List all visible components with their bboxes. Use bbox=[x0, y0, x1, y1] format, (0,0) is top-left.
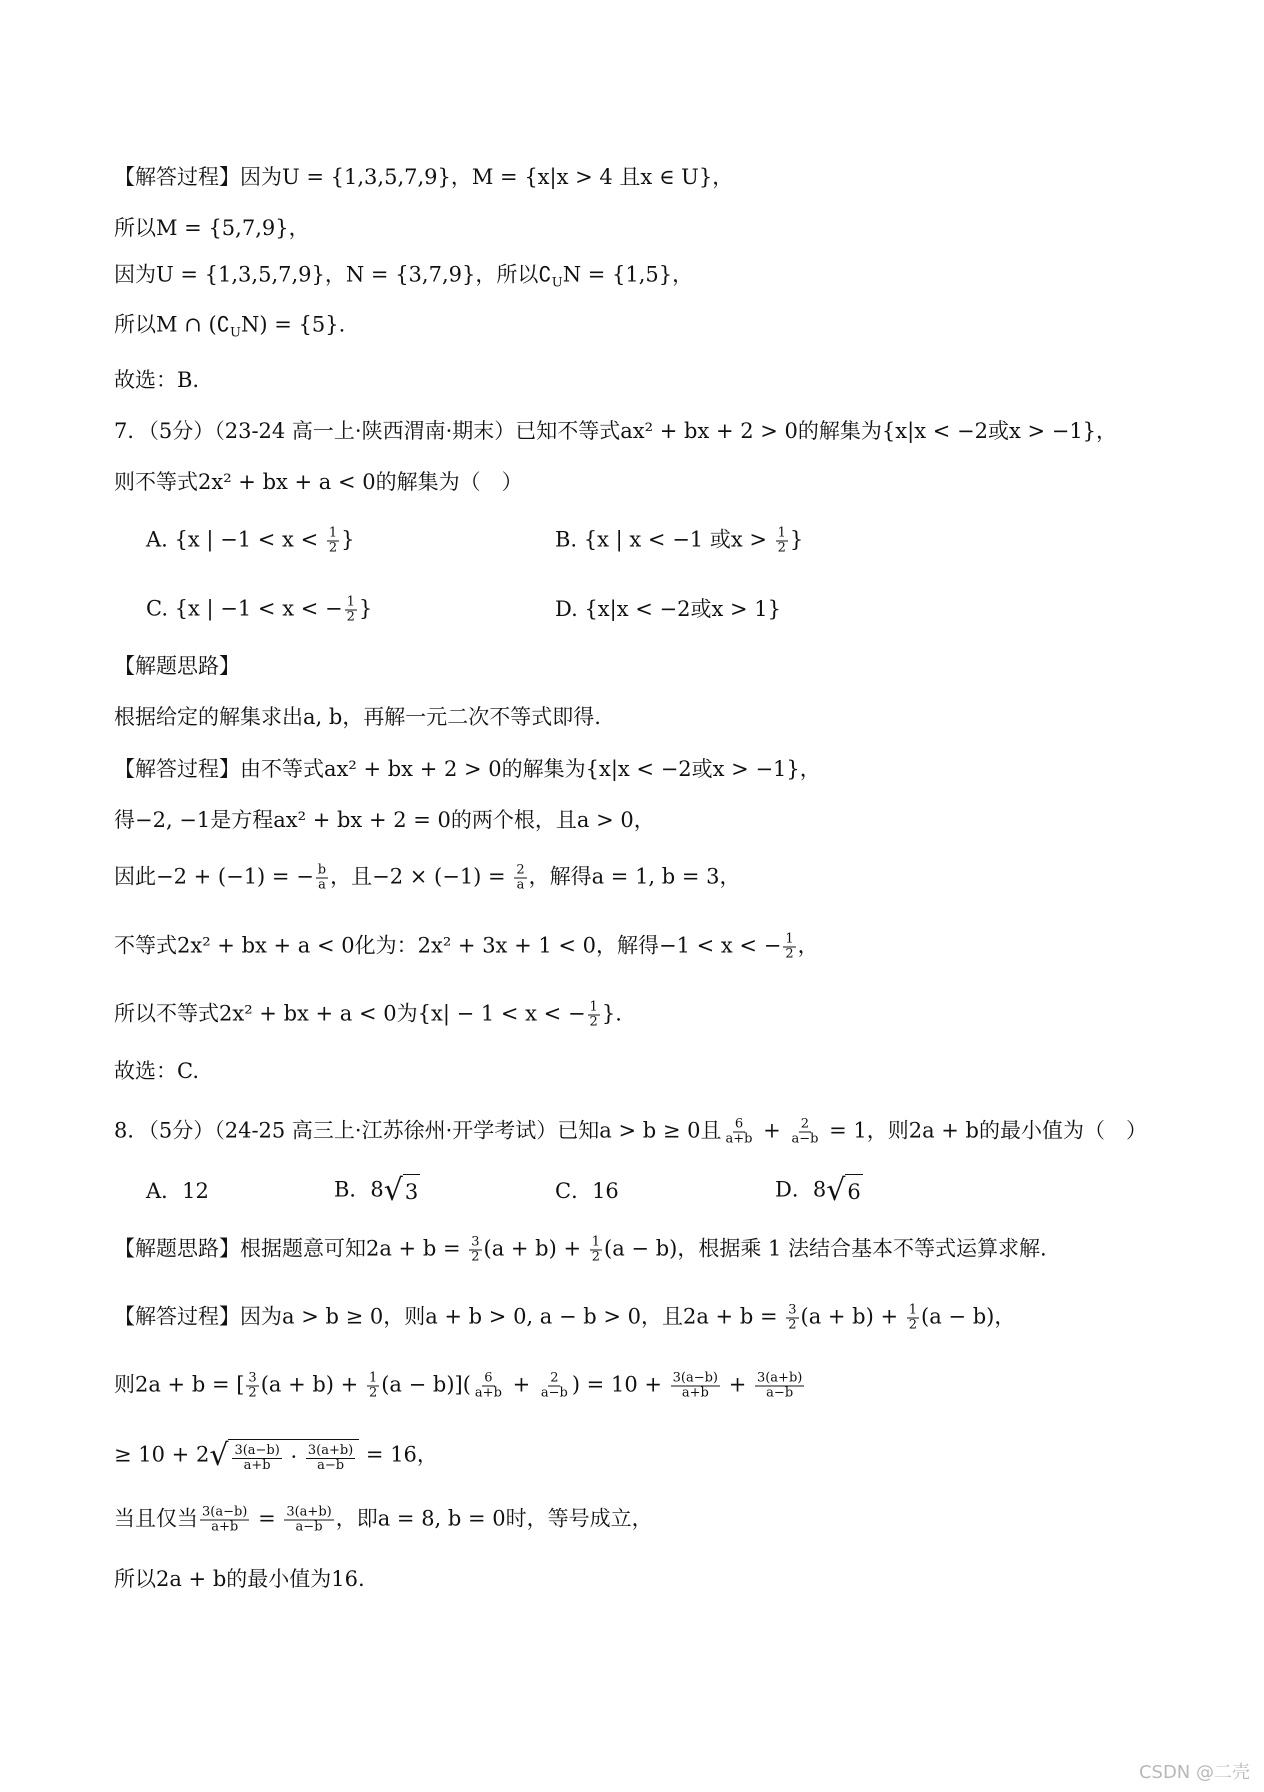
text-line bbox=[114, 651, 240, 681]
text-line bbox=[114, 931, 819, 962]
numerator: 3 bbox=[248, 1370, 257, 1386]
text-run: } bbox=[341, 527, 355, 552]
text-run: 因为U = {1,3,5,7,9}，N = {3,7,9}，所以∁ bbox=[114, 262, 552, 287]
answer-option bbox=[146, 594, 372, 625]
text-run: 故选：B. bbox=[114, 368, 200, 392]
numerator: 1 bbox=[591, 1234, 601, 1250]
numerator: 1 bbox=[908, 1302, 918, 1318]
text-run: D. {x|x < −2或x > 1} bbox=[555, 597, 781, 621]
text-run: 【解答过程】因为U = {1,3,5,7,9}，M = {x|x > 4 且x ∈ U}， bbox=[114, 165, 734, 189]
numerator: 1 bbox=[777, 525, 786, 541]
text-run: ， bbox=[797, 933, 819, 958]
fraction bbox=[232, 1444, 281, 1473]
text-run: (a − b)]( bbox=[381, 1372, 471, 1397]
text-line bbox=[114, 162, 733, 192]
text-run: B．8 bbox=[334, 1177, 384, 1202]
answer-option bbox=[555, 1176, 619, 1206]
fraction bbox=[469, 1236, 481, 1265]
numerator: 2 bbox=[516, 862, 525, 878]
text-line bbox=[114, 1370, 806, 1401]
fraction bbox=[514, 864, 526, 893]
denominator: 2 bbox=[788, 1317, 797, 1333]
text-line bbox=[114, 702, 601, 732]
numerator: 2 bbox=[550, 1370, 559, 1386]
subscript: U bbox=[230, 325, 241, 341]
text-line bbox=[114, 416, 1117, 446]
radical-sign: √ bbox=[826, 1173, 846, 1208]
watermark: CSDN @二壳 bbox=[1138, 1762, 1250, 1783]
text-run: 【解答过程】因为a > b ≥ 0，则a + b > 0, a − b > 0，且2a + b = bbox=[114, 1304, 785, 1329]
text-run: = bbox=[251, 1506, 283, 1531]
denominator: a bbox=[318, 877, 326, 893]
text-line bbox=[114, 1056, 199, 1086]
text-line bbox=[114, 805, 655, 835]
answer-option bbox=[775, 1174, 863, 1208]
numerator: 1 bbox=[785, 931, 794, 947]
text-run: 8．（5分）（24-25 高三上·江苏徐州·开学考试）已知a > b ≥ 0且 bbox=[114, 1118, 722, 1143]
text-line bbox=[114, 213, 310, 243]
text-run: 所以M ∩ (∁ bbox=[114, 312, 231, 337]
denominator: a−b bbox=[791, 1131, 819, 1147]
numerator: 3(a−b) bbox=[672, 1370, 719, 1386]
denominator: 2 bbox=[328, 540, 338, 556]
numerator: 3(a−b) bbox=[234, 1443, 280, 1458]
text-line bbox=[114, 1302, 1015, 1333]
fraction bbox=[786, 1304, 798, 1333]
text-run: 【解答过程】由不等式ax² + bx + 2 > 0的解集为{x|x < −2或x > −1}， bbox=[114, 757, 821, 781]
denominator: a bbox=[516, 877, 525, 893]
text-run: 6 bbox=[847, 1180, 861, 1204]
text-run: 根据给定的解集求出a, b，再解一元二次不等式即得. bbox=[114, 705, 601, 729]
fraction bbox=[539, 1372, 570, 1401]
text-line bbox=[114, 1564, 365, 1594]
text-line bbox=[114, 1439, 438, 1473]
text-run: A. {x | −1 < x < bbox=[146, 527, 325, 552]
text-run: 7．（5分）（23-24 高一上·陕西渭南·期末）已知不等式ax² + bx + 2 > 0的解集为{x|x < −2或x > −1}， bbox=[114, 419, 1118, 443]
fraction bbox=[473, 1372, 504, 1401]
text-run: C．16 bbox=[555, 1179, 619, 1203]
text-run: }. bbox=[601, 1001, 622, 1026]
text-line bbox=[114, 309, 345, 348]
denominator: a+b bbox=[211, 1519, 239, 1535]
text-run: + bbox=[722, 1372, 753, 1397]
fraction bbox=[327, 527, 339, 556]
text-run: N = {1,5}， bbox=[562, 262, 694, 287]
fraction bbox=[783, 933, 795, 962]
fraction bbox=[306, 1444, 355, 1473]
numerator: 3(a+b) bbox=[756, 1370, 803, 1386]
denominator: 2 bbox=[471, 1249, 480, 1265]
text-run: 所以M = {5,7,9}， bbox=[114, 216, 310, 240]
square-root bbox=[826, 1174, 863, 1208]
text-run: 因此−2 + (−1) = − bbox=[114, 864, 314, 889]
fraction bbox=[588, 1001, 600, 1030]
text-line bbox=[114, 365, 199, 395]
denominator: a+b bbox=[725, 1131, 753, 1147]
denominator: a−b bbox=[295, 1519, 323, 1535]
text-run: 3 bbox=[404, 1180, 419, 1204]
fraction bbox=[907, 1304, 919, 1333]
fraction bbox=[724, 1118, 755, 1147]
text-run: ≥ 10 + 2 bbox=[114, 1442, 210, 1467]
text-run: 则2a + b = [ bbox=[114, 1372, 245, 1397]
answer-option bbox=[146, 1176, 209, 1206]
text-line bbox=[114, 1234, 1047, 1265]
text-run: ，即a = 8, b = 0时，等号成立， bbox=[335, 1506, 653, 1531]
fraction bbox=[755, 1372, 804, 1401]
text-run: C. {x | −1 < x < − bbox=[146, 596, 343, 621]
denominator: 2 bbox=[346, 609, 355, 625]
radicand bbox=[228, 1439, 359, 1473]
answer-option bbox=[334, 1174, 420, 1208]
denominator: a−b bbox=[766, 1385, 794, 1401]
text-line bbox=[114, 1504, 653, 1535]
fraction bbox=[345, 596, 357, 625]
fraction bbox=[367, 1372, 379, 1401]
text-run: } bbox=[358, 596, 373, 621]
text-run: 【解题思路】 bbox=[114, 654, 240, 678]
text-line bbox=[114, 999, 622, 1030]
denominator: 2 bbox=[248, 1385, 257, 1401]
text-line bbox=[114, 862, 741, 893]
denominator: a+b bbox=[243, 1458, 271, 1473]
fraction bbox=[200, 1506, 249, 1535]
text-run: 不等式2x² + bx + a < 0化为：2x² + 3x + 1 < 0，解得−1 < x < − bbox=[114, 933, 782, 958]
radicand bbox=[403, 1174, 420, 1208]
text-line bbox=[114, 467, 523, 497]
text-run: · bbox=[283, 1445, 304, 1469]
fraction bbox=[776, 527, 788, 556]
denominator: a+b bbox=[474, 1385, 502, 1401]
text-run: N) = {5}. bbox=[240, 312, 346, 337]
text-run: (a + b) + bbox=[483, 1236, 588, 1261]
text-run: 则不等式2x² + bx + a < 0的解集为（ ） bbox=[114, 470, 523, 494]
text-run: 当且仅当 bbox=[114, 1506, 198, 1531]
text-run: ) = 10 + bbox=[571, 1372, 669, 1397]
text-run: ，且−2 × (−1) = bbox=[330, 864, 513, 889]
answer-option bbox=[555, 525, 803, 556]
fraction bbox=[246, 1372, 258, 1401]
denominator: 2 bbox=[591, 1249, 601, 1265]
text-run: + bbox=[505, 1372, 537, 1397]
numerator: 3(a−b) bbox=[202, 1504, 248, 1520]
radicand bbox=[845, 1174, 862, 1208]
numerator: 3(a+b) bbox=[307, 1443, 354, 1458]
text-line bbox=[114, 754, 821, 784]
answer-option bbox=[146, 525, 355, 556]
denominator: 2 bbox=[589, 1014, 598, 1030]
numerator: 6 bbox=[734, 1116, 744, 1132]
text-run: A．12 bbox=[146, 1179, 209, 1203]
text-run: 得−2, −1是方程ax² + bx + 2 = 0的两个根，且a > 0， bbox=[114, 808, 655, 832]
text-run: 所以不等式2x² + bx + a < 0为{x| − 1 < x < − bbox=[114, 1001, 586, 1026]
text-run: (a + b) + bbox=[800, 1304, 905, 1329]
radical-sign: √ bbox=[383, 1173, 403, 1208]
answer-option bbox=[555, 594, 781, 624]
subscript: U bbox=[551, 275, 563, 291]
text-run: ，解得a = 1, b = 3， bbox=[528, 864, 741, 889]
fraction bbox=[284, 1506, 333, 1535]
numerator: 3 bbox=[788, 1302, 797, 1318]
text-run: 所以2a + b的最小值为16. bbox=[114, 1567, 365, 1591]
text-run: (a − b)， bbox=[921, 1304, 1016, 1329]
denominator: 2 bbox=[368, 1385, 378, 1401]
denominator: 2 bbox=[908, 1317, 918, 1333]
fraction bbox=[789, 1118, 820, 1147]
fraction bbox=[316, 864, 328, 893]
denominator: a−b bbox=[540, 1385, 568, 1401]
text-run: = 16， bbox=[359, 1442, 438, 1467]
numerator: 1 bbox=[368, 1370, 378, 1386]
text-line bbox=[114, 1116, 1147, 1147]
denominator: a+b bbox=[681, 1385, 709, 1401]
numerator: 3 bbox=[471, 1234, 480, 1250]
square-root bbox=[384, 1174, 421, 1208]
numerator: 1 bbox=[346, 594, 355, 610]
text-run: } bbox=[789, 527, 804, 552]
numerator: b bbox=[317, 862, 327, 878]
text-run: D．8 bbox=[775, 1177, 827, 1202]
numerator: 6 bbox=[484, 1370, 493, 1386]
denominator: a−b bbox=[317, 1458, 345, 1473]
text-run: 【解题思路】根据题意可知2a + b = bbox=[114, 1236, 468, 1261]
denominator: 2 bbox=[777, 540, 786, 556]
numerator: 1 bbox=[589, 999, 598, 1015]
text-run: B. {x | x < −1 或x > bbox=[555, 527, 774, 552]
radical-sign: √ bbox=[209, 1438, 229, 1473]
square-root bbox=[209, 1439, 359, 1473]
denominator: 2 bbox=[785, 946, 794, 962]
numerator: 1 bbox=[328, 525, 338, 541]
numerator: 3(a+b) bbox=[286, 1504, 332, 1520]
fraction bbox=[590, 1236, 602, 1265]
text-run: (a − b)，根据乘 1 法结合基本不等式运算求解. bbox=[604, 1236, 1047, 1261]
text-run: + bbox=[756, 1118, 788, 1143]
text-line bbox=[114, 259, 693, 298]
text-run: (a + b) + bbox=[260, 1372, 365, 1397]
numerator: 2 bbox=[800, 1116, 810, 1132]
text-run: 故选：C. bbox=[114, 1059, 199, 1083]
fraction bbox=[671, 1372, 720, 1401]
text-run: = 1，则2a + b的最小值为（ ） bbox=[822, 1118, 1147, 1143]
